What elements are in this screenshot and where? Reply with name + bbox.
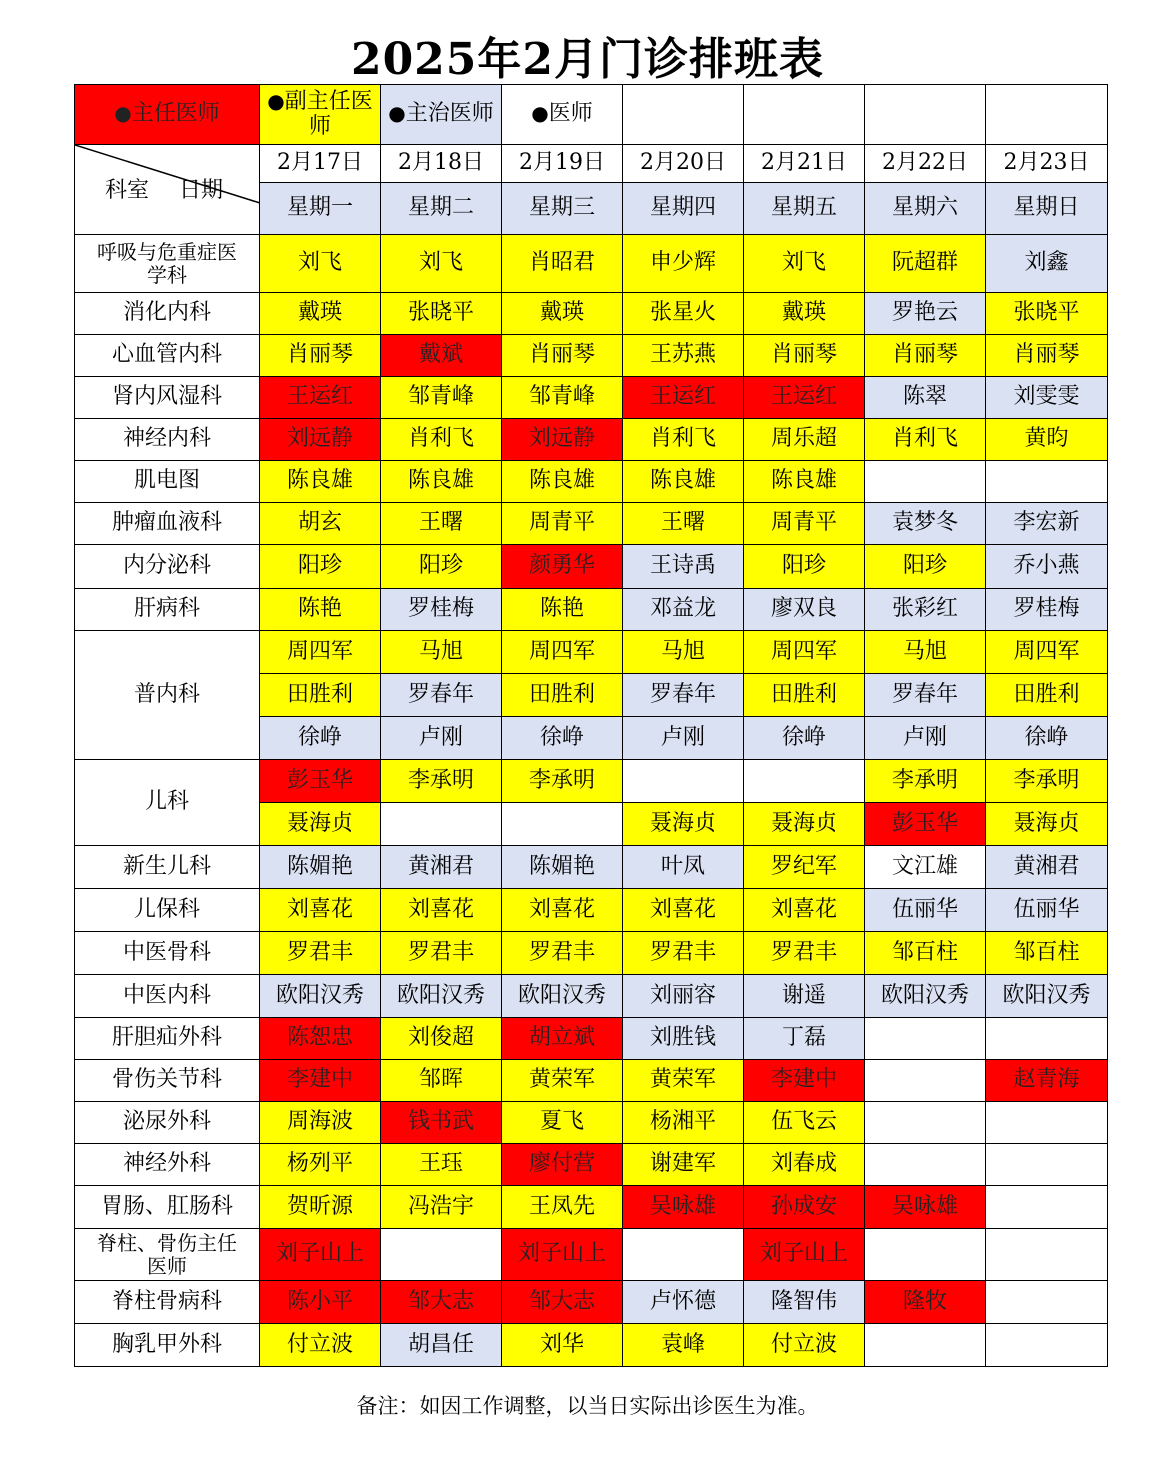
date-header: 2月20日 (623, 145, 744, 183)
doctor-cell: 袁峰 (623, 1324, 744, 1367)
doctor-cell: 彭玉华 (865, 803, 986, 846)
table-row (75, 1102, 1108, 1144)
table-row (75, 293, 1108, 335)
legend-attending: ●主治医师 (381, 85, 502, 145)
doctor-cell: 阳珍 (381, 545, 502, 589)
table-row (75, 1281, 1108, 1324)
doctor-cell: 付立波 (260, 1324, 381, 1367)
doctor-cell: 罗君丰 (744, 932, 865, 975)
doctor-cell: 隆牧 (865, 1281, 986, 1324)
doctor-cell: 王运红 (260, 377, 381, 419)
empty-cell (986, 1229, 1108, 1281)
doctor-cell: 戴瑛 (502, 293, 623, 335)
doctor-cell: 马旭 (865, 631, 986, 674)
doctor-cell: 刘鑫 (986, 235, 1108, 293)
doctor-cell: 邹百柱 (865, 932, 986, 975)
department-name: 心血管内科 (75, 335, 260, 377)
empty-cell (986, 1018, 1108, 1060)
doctor-cell: 文江雄 (865, 846, 986, 889)
table-row (75, 235, 1108, 293)
doctor-cell: 陈媚艳 (260, 846, 381, 889)
doctor-cell: 廖双良 (744, 589, 865, 631)
legend-chief: ●主任医师 (75, 85, 260, 145)
department-name: 普内科 (75, 631, 260, 760)
department-name: 新生儿科 (75, 846, 260, 889)
department-name: 儿保科 (75, 889, 260, 932)
table-row (75, 335, 1108, 377)
date-header: 2月22日 (865, 145, 986, 183)
department-name: 骨伤关节科 (75, 1060, 260, 1102)
doctor-cell: 黄昀 (986, 419, 1108, 461)
doctor-cell: 陈艳 (260, 589, 381, 631)
date-header: 2月21日 (744, 145, 865, 183)
doctor-cell: 王诗禹 (623, 545, 744, 589)
doctor-cell: 周青平 (502, 503, 623, 545)
doctor-cell: 邹大志 (381, 1281, 502, 1324)
doctor-cell: 贺昕源 (260, 1186, 381, 1229)
doctor-cell: 田胜利 (986, 674, 1108, 717)
doctor-cell: 夏飞 (502, 1102, 623, 1144)
doctor-cell: 田胜利 (260, 674, 381, 717)
table-row (75, 846, 1108, 889)
doctor-cell: 赵青海 (986, 1060, 1108, 1102)
empty-cell (865, 1018, 986, 1060)
doctor-cell: 罗桂梅 (986, 589, 1108, 631)
doctor-cell: 卢刚 (623, 717, 744, 760)
doctor-cell: 李建中 (744, 1060, 865, 1102)
doctor-cell: 冯浩宇 (381, 1186, 502, 1229)
weekday-header: 星期二 (381, 183, 502, 235)
doctor-cell: 聂海贞 (744, 803, 865, 846)
department-name: 胃肠、肛肠科 (75, 1186, 260, 1229)
doctor-cell: 袁梦冬 (865, 503, 986, 545)
department-name: 肿瘤血液科 (75, 503, 260, 545)
doctor-cell: 刘子山上 (260, 1229, 381, 1281)
legend-associate: ●副主任医师 (260, 85, 381, 145)
doctor-cell: 陈艳 (502, 589, 623, 631)
doctor-cell: 黄湘君 (986, 846, 1108, 889)
empty-cell (865, 1144, 986, 1186)
doctor-cell: 陈良雄 (502, 461, 623, 503)
doctor-cell: 徐峥 (986, 717, 1108, 760)
doctor-cell: 陈小平 (260, 1281, 381, 1324)
table-row (75, 377, 1108, 419)
doctor-cell: 钱书武 (381, 1102, 502, 1144)
doctor-cell: 李承明 (986, 760, 1108, 803)
doctor-cell: 肖利飞 (623, 419, 744, 461)
doctor-cell: 罗桂梅 (381, 589, 502, 631)
empty-cell (865, 1229, 986, 1281)
table-row (75, 1060, 1108, 1102)
doctor-cell: 阳珍 (260, 545, 381, 589)
department-name: 胸乳甲外科 (75, 1324, 260, 1367)
doctor-cell: 肖利飞 (381, 419, 502, 461)
department-name: 肝胆疝外科 (75, 1018, 260, 1060)
table-row (75, 1186, 1108, 1229)
doctor-cell: 罗春年 (623, 674, 744, 717)
doctor-cell: 欧阳汉秀 (260, 975, 381, 1018)
doctor-cell: 徐峥 (260, 717, 381, 760)
doctor-cell: 罗君丰 (381, 932, 502, 975)
doctor-cell: 刘春成 (744, 1144, 865, 1186)
legend-row (75, 85, 1108, 145)
empty-cell (986, 1281, 1108, 1324)
legend-physician: ●医师 (502, 85, 623, 145)
department-name: 脊柱骨病科 (75, 1281, 260, 1324)
weekday-header: 星期一 (260, 183, 381, 235)
doctor-cell: 戴瑛 (260, 293, 381, 335)
doctor-cell: 欧阳汉秀 (381, 975, 502, 1018)
doctor-cell: 张晓平 (986, 293, 1108, 335)
table-row (75, 1229, 1108, 1281)
doctor-cell: 陈翠 (865, 377, 986, 419)
doctor-cell: 胡立斌 (502, 1018, 623, 1060)
department-name: 肝病科 (75, 589, 260, 631)
doctor-cell: 刘雯雯 (986, 377, 1108, 419)
doctor-cell: 田胜利 (744, 674, 865, 717)
doctor-cell: 欧阳汉秀 (986, 975, 1108, 1018)
page-title: 2025年2月门诊排班表 (350, 34, 825, 85)
corner-header (75, 145, 260, 235)
empty-cell (744, 760, 865, 803)
doctor-cell: 李宏新 (986, 503, 1108, 545)
doctor-cell: 陈良雄 (744, 461, 865, 503)
weekday-header: 星期日 (986, 183, 1108, 235)
table-row (75, 545, 1108, 589)
doctor-cell: 刘子山上 (744, 1229, 865, 1281)
department-name: 神经外科 (75, 1144, 260, 1186)
doctor-cell: 刘飞 (744, 235, 865, 293)
doctor-cell: 黄荣军 (623, 1060, 744, 1102)
doctor-cell: 刘远静 (260, 419, 381, 461)
date-header: 2月19日 (502, 145, 623, 183)
doctor-cell: 杨湘平 (623, 1102, 744, 1144)
doctor-cell: 刘华 (502, 1324, 623, 1367)
doctor-cell: 肖丽琴 (986, 335, 1108, 377)
table-row (75, 1324, 1108, 1367)
doctor-cell: 周四军 (744, 631, 865, 674)
doctor-cell: 王运红 (744, 377, 865, 419)
doctor-cell: 肖丽琴 (260, 335, 381, 377)
doctor-cell: 刘俊超 (381, 1018, 502, 1060)
doctor-cell: 聂海贞 (623, 803, 744, 846)
doctor-cell: 廖付营 (502, 1144, 623, 1186)
doctor-cell: 卢刚 (865, 717, 986, 760)
doctor-cell: 刘远静 (502, 419, 623, 461)
department-name: 呼吸与危重症医学科 (75, 235, 260, 293)
doctor-cell: 申少辉 (623, 235, 744, 293)
doctor-cell: 陈媚艳 (502, 846, 623, 889)
doctor-cell: 刘喜花 (744, 889, 865, 932)
doctor-cell: 陈良雄 (623, 461, 744, 503)
doctor-cell: 田胜利 (502, 674, 623, 717)
empty-cell (986, 1144, 1108, 1186)
doctor-cell: 王运红 (623, 377, 744, 419)
doctor-cell: 罗艳云 (865, 293, 986, 335)
empty-cell (381, 1229, 502, 1281)
schedule-table (74, 84, 1108, 1367)
doctor-cell: 周四军 (986, 631, 1108, 674)
doctor-cell: 聂海贞 (260, 803, 381, 846)
doctor-cell: 刘喜花 (502, 889, 623, 932)
doctor-cell: 肖丽琴 (744, 335, 865, 377)
doctor-cell: 周四军 (260, 631, 381, 674)
table-row (75, 419, 1108, 461)
doctor-cell: 周青平 (744, 503, 865, 545)
doctor-cell: 邹青峰 (381, 377, 502, 419)
doctor-cell: 吴咏雄 (865, 1186, 986, 1229)
department-name: 肾内风湿科 (75, 377, 260, 419)
empty-cell (502, 803, 623, 846)
doctor-cell: 肖丽琴 (865, 335, 986, 377)
doctor-cell: 周海波 (260, 1102, 381, 1144)
doctor-cell: 王曙 (623, 503, 744, 545)
empty-cell (986, 85, 1108, 145)
doctor-cell: 徐峥 (502, 717, 623, 760)
doctor-cell: 彭玉华 (260, 760, 381, 803)
doctor-cell: 王曙 (381, 503, 502, 545)
weekday-header: 星期五 (744, 183, 865, 235)
empty-cell (865, 1324, 986, 1367)
doctor-cell: 谢建军 (623, 1144, 744, 1186)
doctor-cell: 刘飞 (381, 235, 502, 293)
doctor-cell: 颜勇华 (502, 545, 623, 589)
doctor-cell: 刘飞 (260, 235, 381, 293)
date-label: 日期 (179, 178, 224, 203)
doctor-cell: 邹百柱 (986, 932, 1108, 975)
doctor-cell: 罗君丰 (502, 932, 623, 975)
date-header: 2月17日 (260, 145, 381, 183)
doctor-cell: 吴咏雄 (623, 1186, 744, 1229)
doctor-cell: 胡昌任 (381, 1324, 502, 1367)
doctor-cell: 阳珍 (865, 545, 986, 589)
doctor-cell: 王凤先 (502, 1186, 623, 1229)
table-row (75, 631, 1108, 674)
doctor-cell: 戴斌 (381, 335, 502, 377)
doctor-cell: 张晓平 (381, 293, 502, 335)
doctor-cell: 陈良雄 (260, 461, 381, 503)
weekday-header: 星期六 (865, 183, 986, 235)
doctor-cell: 王珏 (381, 1144, 502, 1186)
doctor-cell: 马旭 (623, 631, 744, 674)
doctor-cell: 李承明 (502, 760, 623, 803)
doctor-cell: 刘胜钱 (623, 1018, 744, 1060)
doctor-cell: 张彩红 (865, 589, 986, 631)
empty-cell (865, 1060, 986, 1102)
doctor-cell: 刘子山上 (502, 1229, 623, 1281)
legend-dot-icon: ● (267, 89, 285, 114)
doctor-cell: 伍丽华 (986, 889, 1108, 932)
table-row (75, 932, 1108, 975)
table-row (75, 760, 1108, 803)
doctor-cell: 孙成安 (744, 1186, 865, 1229)
doctor-cell: 阳珍 (744, 545, 865, 589)
empty-cell (381, 803, 502, 846)
doctor-cell: 罗春年 (865, 674, 986, 717)
department-name: 肌电图 (75, 461, 260, 503)
doctor-cell: 杨列平 (260, 1144, 381, 1186)
doctor-cell: 聂海贞 (986, 803, 1108, 846)
doctor-cell: 黄湘君 (381, 846, 502, 889)
weekday-header: 星期三 (502, 183, 623, 235)
empty-cell (986, 1324, 1108, 1367)
doctor-cell: 乔小燕 (986, 545, 1108, 589)
empty-cell (986, 461, 1108, 503)
date-row (75, 145, 1108, 183)
doctor-cell: 欧阳汉秀 (865, 975, 986, 1018)
doctor-cell: 李承明 (865, 760, 986, 803)
department-name: 神经内科 (75, 419, 260, 461)
weekday-header: 星期四 (623, 183, 744, 235)
doctor-cell: 邹青峰 (502, 377, 623, 419)
department-name: 中医骨科 (75, 932, 260, 975)
table-row (75, 589, 1108, 631)
empty-cell (623, 1229, 744, 1281)
doctor-cell: 周乐超 (744, 419, 865, 461)
empty-cell (623, 85, 744, 145)
department-name: 消化内科 (75, 293, 260, 335)
table-row (75, 889, 1108, 932)
department-name: 内分泌科 (75, 545, 260, 589)
doctor-cell: 阮超群 (865, 235, 986, 293)
department-name: 儿科 (75, 760, 260, 846)
dept-label: 科室 (105, 178, 150, 203)
doctor-cell: 王苏燕 (623, 335, 744, 377)
doctor-cell: 卢怀德 (623, 1281, 744, 1324)
doctor-cell: 隆智伟 (744, 1281, 865, 1324)
table-row (75, 975, 1108, 1018)
doctor-cell: 肖昭君 (502, 235, 623, 293)
date-header: 2月23日 (986, 145, 1108, 183)
doctor-cell: 罗纪军 (744, 846, 865, 889)
empty-cell (986, 1186, 1108, 1229)
empty-cell (744, 85, 865, 145)
footer-note: 备注：如因工作调整，以当日实际出诊医生为准。 (356, 1394, 819, 1418)
department-name: 中医内科 (75, 975, 260, 1018)
diagonal-line (75, 145, 260, 235)
legend-dot-icon: ● (531, 101, 549, 126)
table-row (75, 1144, 1108, 1186)
doctor-cell: 邓益龙 (623, 589, 744, 631)
empty-cell (623, 760, 744, 803)
doctor-cell: 黄荣军 (502, 1060, 623, 1102)
legend-dot-icon: ● (388, 101, 406, 126)
doctor-cell: 卢刚 (381, 717, 502, 760)
doctor-cell: 肖利飞 (865, 419, 986, 461)
empty-cell (865, 1102, 986, 1144)
doctor-cell: 罗君丰 (623, 932, 744, 975)
empty-cell (865, 461, 986, 503)
doctor-cell: 罗君丰 (260, 932, 381, 975)
department-name: 泌尿外科 (75, 1102, 260, 1144)
doctor-cell: 罗春年 (381, 674, 502, 717)
doctor-cell: 胡玄 (260, 503, 381, 545)
doctor-cell: 戴瑛 (744, 293, 865, 335)
empty-cell (865, 85, 986, 145)
doctor-cell: 李建中 (260, 1060, 381, 1102)
doctor-cell: 叶凤 (623, 846, 744, 889)
doctor-cell: 张星火 (623, 293, 744, 335)
table-row (75, 461, 1108, 503)
doctor-cell: 刘丽容 (623, 975, 744, 1018)
doctor-cell: 李承明 (381, 760, 502, 803)
doctor-cell: 伍飞云 (744, 1102, 865, 1144)
legend-dot-icon: ● (114, 101, 132, 126)
doctor-cell: 欧阳汉秀 (502, 975, 623, 1018)
doctor-cell: 刘喜花 (260, 889, 381, 932)
doctor-cell: 周四军 (502, 631, 623, 674)
doctor-cell: 谢遥 (744, 975, 865, 1018)
table-row (75, 503, 1108, 545)
doctor-cell: 邹晖 (381, 1060, 502, 1102)
doctor-cell: 刘喜花 (623, 889, 744, 932)
doctor-cell: 陈良雄 (381, 461, 502, 503)
doctor-cell: 肖丽琴 (502, 335, 623, 377)
doctor-cell: 陈恕忠 (260, 1018, 381, 1060)
doctor-cell: 徐峥 (744, 717, 865, 760)
doctor-cell: 邹大志 (502, 1281, 623, 1324)
doctor-cell: 付立波 (744, 1324, 865, 1367)
doctor-cell: 伍丽华 (865, 889, 986, 932)
doctor-cell: 丁磊 (744, 1018, 865, 1060)
doctor-cell: 马旭 (381, 631, 502, 674)
doctor-cell: 刘喜花 (381, 889, 502, 932)
date-header: 2月18日 (381, 145, 502, 183)
empty-cell (986, 1102, 1108, 1144)
table-row (75, 1018, 1108, 1060)
department-name: 脊柱、骨伤主任医师 (75, 1229, 260, 1281)
